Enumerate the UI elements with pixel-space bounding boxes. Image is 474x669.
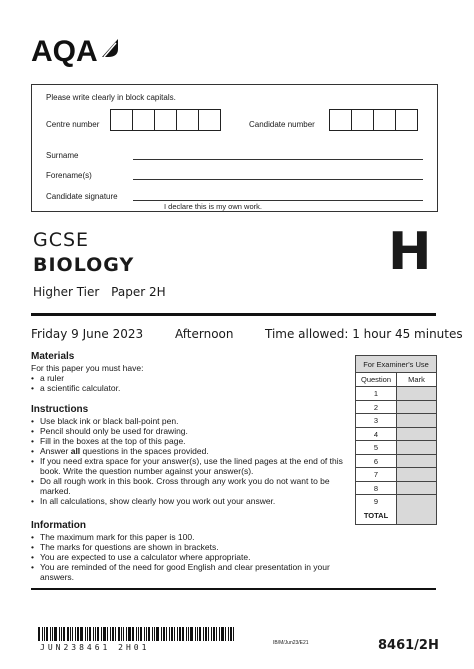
barcode-bar	[177, 627, 178, 641]
centre-digit-box[interactable]	[110, 109, 133, 131]
barcode-bar	[87, 627, 88, 641]
mark-cell	[397, 387, 436, 400]
question-number: 1	[356, 387, 397, 400]
question-number: 7	[356, 468, 397, 481]
footer-divider	[31, 588, 436, 590]
examiner-table-row	[356, 468, 436, 482]
total-mark-cell	[397, 509, 436, 524]
mark-cell	[397, 401, 436, 414]
signature-label: Candidate signature	[46, 192, 118, 201]
question-number: 3	[356, 414, 397, 427]
signature-field[interactable]	[133, 200, 423, 201]
block-capitals-hint: Please write clearly in block capitals.	[46, 93, 176, 102]
mark-cell	[397, 441, 436, 454]
paper-code: 8461/2H	[378, 638, 439, 653]
examiner-use-table	[355, 355, 437, 525]
subject-title: BIOLOGY	[33, 254, 135, 276]
materials-item: • a ruler	[31, 373, 351, 383]
instruction-item: • Use black ink or black ball-point pen.	[31, 416, 351, 426]
barcode-bar	[103, 627, 106, 641]
candidate-digit-box[interactable]	[351, 109, 374, 131]
examiner-table-row	[356, 455, 436, 469]
barcode-bar	[195, 627, 196, 641]
barcode-bar	[203, 627, 204, 641]
barcode-bar	[89, 627, 91, 641]
question-number: 9	[356, 495, 397, 509]
barcode-bar	[166, 627, 167, 641]
barcode-bar	[152, 627, 153, 641]
barcode-bar	[161, 627, 162, 641]
exam-date: Friday 9 June 2023	[31, 327, 144, 341]
qualification-title: GCSE	[33, 229, 90, 251]
information-heading: Information	[31, 520, 86, 531]
barcode-bar	[146, 627, 147, 641]
barcode-bar	[85, 627, 86, 641]
examiner-table-row	[356, 414, 436, 428]
barcode-bar	[121, 627, 122, 641]
mark-cell	[397, 455, 436, 468]
barcode-bar	[136, 627, 137, 641]
barcode-bar	[233, 627, 234, 641]
time-allowed: Time allowed: 1 hour 45 minutes	[265, 327, 463, 341]
logo-leaf-icon	[100, 37, 120, 59]
barcode-bar	[154, 627, 155, 641]
question-number: 8	[356, 482, 397, 495]
examiner-table-row	[356, 401, 436, 415]
barcode-bar	[230, 627, 232, 641]
barcode-bar	[221, 627, 224, 641]
title-divider	[31, 313, 436, 316]
barcode-bar	[80, 627, 83, 641]
declaration-text: I declare this is my own work.	[164, 202, 262, 211]
information-item: • The marks for questions are shown in brackets.	[31, 542, 351, 552]
instruction-item: • Answer all questions in the spaces provided.	[31, 446, 351, 456]
barcode-bar	[186, 627, 187, 641]
barcode-bar	[197, 627, 198, 641]
mark-cell	[397, 428, 436, 441]
question-column-header: Question	[356, 373, 397, 386]
examiner-table-row	[356, 482, 436, 496]
examiner-table-row	[356, 495, 436, 509]
examiner-table-heading: For Examiner's Use	[356, 356, 436, 373]
paper-label: Paper 2H	[111, 285, 166, 299]
total-label: TOTAL	[356, 509, 397, 524]
barcode-bar	[225, 627, 226, 641]
barcode-bar	[46, 627, 48, 641]
information-item: • You are expected to use a calculator where appropriate.	[31, 552, 351, 562]
mark-cell	[397, 414, 436, 427]
barcode-bar	[112, 627, 114, 641]
materials-heading: Materials	[31, 351, 75, 362]
barcode-bar	[216, 627, 217, 641]
centre-digit-box[interactable]	[132, 109, 155, 131]
barcode-bar	[163, 627, 165, 641]
instruction-item: • Pencil should only be used for drawing.	[31, 426, 351, 436]
instructions-section	[31, 405, 351, 506]
instructions-heading: Instructions	[31, 404, 89, 415]
barcode-bar	[169, 627, 170, 641]
examiner-table-body	[356, 387, 436, 509]
barcode-text: JUN238461 2H01	[40, 643, 150, 652]
question-number: 6	[356, 455, 397, 468]
barcode-bar	[132, 627, 134, 641]
barcode-bar	[211, 627, 212, 641]
instruction-item: • If you need extra space for your answer(s), use the lined pages at the end of this book. Write the question number against your answer(s).	[31, 456, 351, 476]
mark-cell	[397, 468, 436, 481]
barcode-bar	[93, 627, 94, 641]
barcode-bar	[67, 627, 69, 641]
question-number: 4	[356, 428, 397, 441]
barcode-bar	[72, 627, 73, 641]
materials-section	[31, 352, 351, 393]
barcode-bar	[70, 627, 71, 641]
barcode-bar	[156, 627, 159, 641]
barcode-bar	[190, 627, 193, 641]
candidate-number-label: Candidate number	[249, 120, 315, 129]
barcode-bar	[126, 627, 127, 641]
barcode-bar	[75, 627, 76, 641]
surname-field[interactable]	[133, 159, 423, 160]
barcode-bar	[95, 627, 96, 641]
materials-intro: For this paper you must have:	[31, 363, 144, 373]
barcode-bar	[63, 627, 65, 641]
barcode-bar	[42, 627, 43, 641]
surname-label: Surname	[46, 151, 79, 160]
barcode-bar	[54, 627, 57, 641]
candidate-digit-box[interactable]	[395, 109, 418, 131]
barcode	[38, 627, 236, 641]
barcode-bar	[61, 627, 62, 641]
barcode-bar	[50, 627, 51, 641]
barcode-bar	[128, 627, 131, 641]
barcode-bar	[188, 627, 189, 641]
barcode-bar	[144, 627, 145, 641]
materials-item: • a scientific calculator.	[31, 383, 351, 393]
tier-label: Higher Tier	[33, 285, 100, 299]
question-number: 2	[356, 401, 397, 414]
barcode-bar	[205, 627, 207, 641]
barcode-bar	[179, 627, 181, 641]
instruction-item: • Fill in the boxes at the top of this page.	[31, 436, 351, 446]
examiner-table-row	[356, 441, 436, 455]
barcode-bar	[138, 627, 139, 641]
candidate-digit-box[interactable]	[373, 109, 396, 131]
barcode-bar	[115, 627, 116, 641]
mark-cell	[397, 482, 436, 495]
barcode-bar	[97, 627, 99, 641]
barcode-bar	[77, 627, 79, 641]
centre-digit-box[interactable]	[198, 109, 221, 131]
aqa-logo	[31, 37, 120, 67]
examiner-table-header-row	[356, 373, 436, 387]
instruction-item: • Do all rough work in this book. Cross through any work you do not want to be marked.	[31, 476, 351, 496]
barcode-bar	[118, 627, 120, 641]
barcode-bar	[182, 627, 184, 641]
barcode-bar	[110, 627, 111, 641]
examiner-table-row	[356, 428, 436, 442]
logo-text: AQA	[31, 35, 98, 68]
emphasis-all: all	[70, 446, 81, 456]
mark-cell	[397, 495, 436, 509]
barcode-bar	[123, 627, 124, 641]
barcode-bar	[199, 627, 201, 641]
barcode-bar	[140, 627, 142, 641]
exam-session: Afternoon	[175, 327, 234, 341]
candidate-digit-box[interactable]	[329, 109, 352, 131]
information-item: • The maximum mark for this paper is 100.	[31, 532, 351, 542]
centre-number-label: Centre number	[46, 120, 100, 129]
centre-digit-box[interactable]	[176, 109, 199, 131]
barcode-bar	[208, 627, 209, 641]
tier-paper-line	[33, 285, 166, 299]
barcode-bar	[171, 627, 173, 641]
barcode-bar	[107, 627, 108, 641]
information-section	[31, 521, 351, 582]
total-row	[356, 509, 436, 524]
paper-reference: IB/M/Jun23/E21	[273, 640, 309, 646]
barcode-bar	[52, 627, 53, 641]
forenames-field[interactable]	[133, 179, 423, 180]
forenames-label: Forename(s)	[46, 171, 92, 180]
centre-number-boxes[interactable]	[111, 109, 221, 131]
centre-digit-box[interactable]	[154, 109, 177, 131]
barcode-bar	[219, 627, 220, 641]
barcode-bar	[101, 627, 102, 641]
information-item: • You are reminded of the need for good English and clear presentation in your answers.	[31, 562, 351, 582]
mark-column-header: Mark	[408, 375, 425, 384]
barcode-bar	[59, 627, 60, 641]
barcode-bar	[228, 627, 229, 641]
barcode-bar	[38, 627, 40, 641]
barcode-bar	[148, 627, 150, 641]
tier-letter: H	[388, 222, 432, 282]
candidate-number-boxes[interactable]	[330, 109, 418, 131]
barcode-bar	[174, 627, 175, 641]
examiner-table-row	[356, 387, 436, 401]
barcode-bar	[44, 627, 45, 641]
candidate-details-box	[31, 84, 438, 212]
question-number: 5	[356, 441, 397, 454]
barcode-bar	[213, 627, 215, 641]
instruction-item: • In all calculations, show clearly how you work out your answer.	[31, 496, 351, 506]
